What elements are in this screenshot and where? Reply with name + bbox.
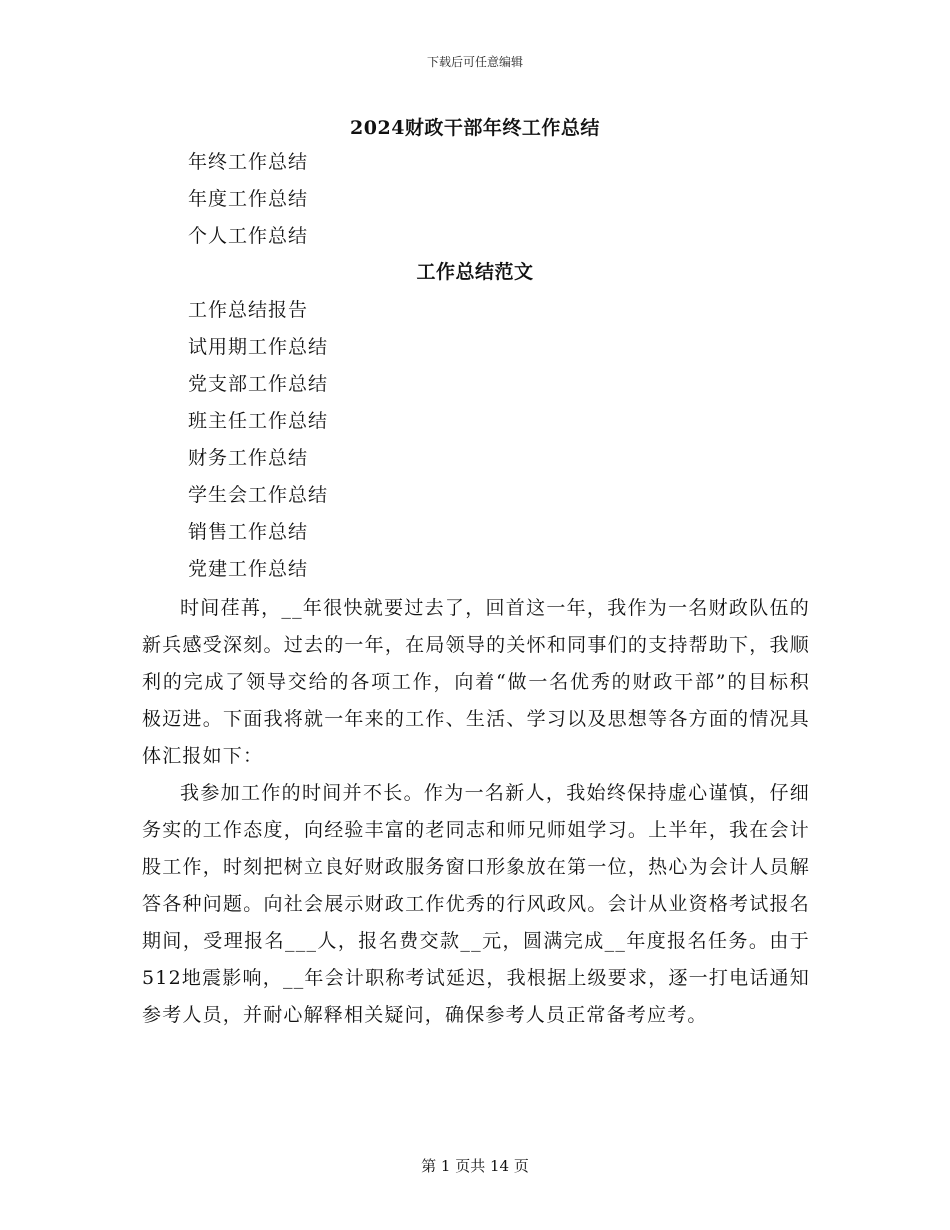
summary-links-list bbox=[188, 292, 328, 588]
related-link[interactable]: 年终工作总结 bbox=[188, 151, 309, 173]
document-body bbox=[142, 590, 810, 1034]
page-header: 下载后可任意编辑 bbox=[426, 55, 523, 69]
related-links-list bbox=[188, 144, 308, 255]
related-link[interactable]: 个人工作总结 bbox=[188, 225, 309, 247]
section-subtitle: 工作总结范文 bbox=[416, 261, 534, 283]
summary-link[interactable]: 工作总结报告 bbox=[188, 299, 309, 321]
summary-link[interactable]: 班主任工作总结 bbox=[188, 410, 329, 432]
summary-link[interactable]: 销售工作总结 bbox=[188, 521, 309, 543]
body-paragraph: 时间荏苒，__年很快就要过去了，回首这一年，我作为一名财政队伍的新兵感受深刻。过去的一年，在局领导的关怀和同事们的支持帮助下，我顺利的完成了领导交给的各项工作，向着“做一名优秀的财政干部”的目标积极迈进。下面我将就一年来的工作、生活、学习以及思想等各方面的情况具体汇报如下： bbox=[142, 597, 810, 767]
summary-link[interactable]: 党支部工作总结 bbox=[188, 373, 329, 395]
summary-link[interactable]: 党建工作总结 bbox=[188, 558, 309, 580]
document-title: 2024财政干部年终工作总结 bbox=[350, 117, 600, 139]
summary-link[interactable]: 学生会工作总结 bbox=[188, 484, 329, 506]
summary-link[interactable]: 试用期工作总结 bbox=[188, 336, 329, 358]
summary-link[interactable]: 财务工作总结 bbox=[188, 447, 309, 469]
page-number: 第 1 页共 14 页 bbox=[421, 1157, 529, 1175]
related-link[interactable]: 年度工作总结 bbox=[188, 188, 309, 210]
body-paragraph: 我参加工作的时间并不长。作为一名新人，我始终保持虚心谨慎，仔细务实的工作态度，向经验丰富的老同志和师兄师姐学习。上半年，我在会计股工作，时刻把树立良好财政服务窗口形象放在第一位，热心为会计人员解答各种问题。向社会展示财政工作优秀的行风政风。会计从业资格考试报名期间，受理报名___人，报名费交款__元，圆满完成__年度报名任务。由于512地震影响，__年会计职称考试延迟，我根据上级要求，逐一打电话通知参考人员，并耐心解释相关疑问，确保参考人员正常备考应考。 bbox=[142, 782, 810, 1026]
